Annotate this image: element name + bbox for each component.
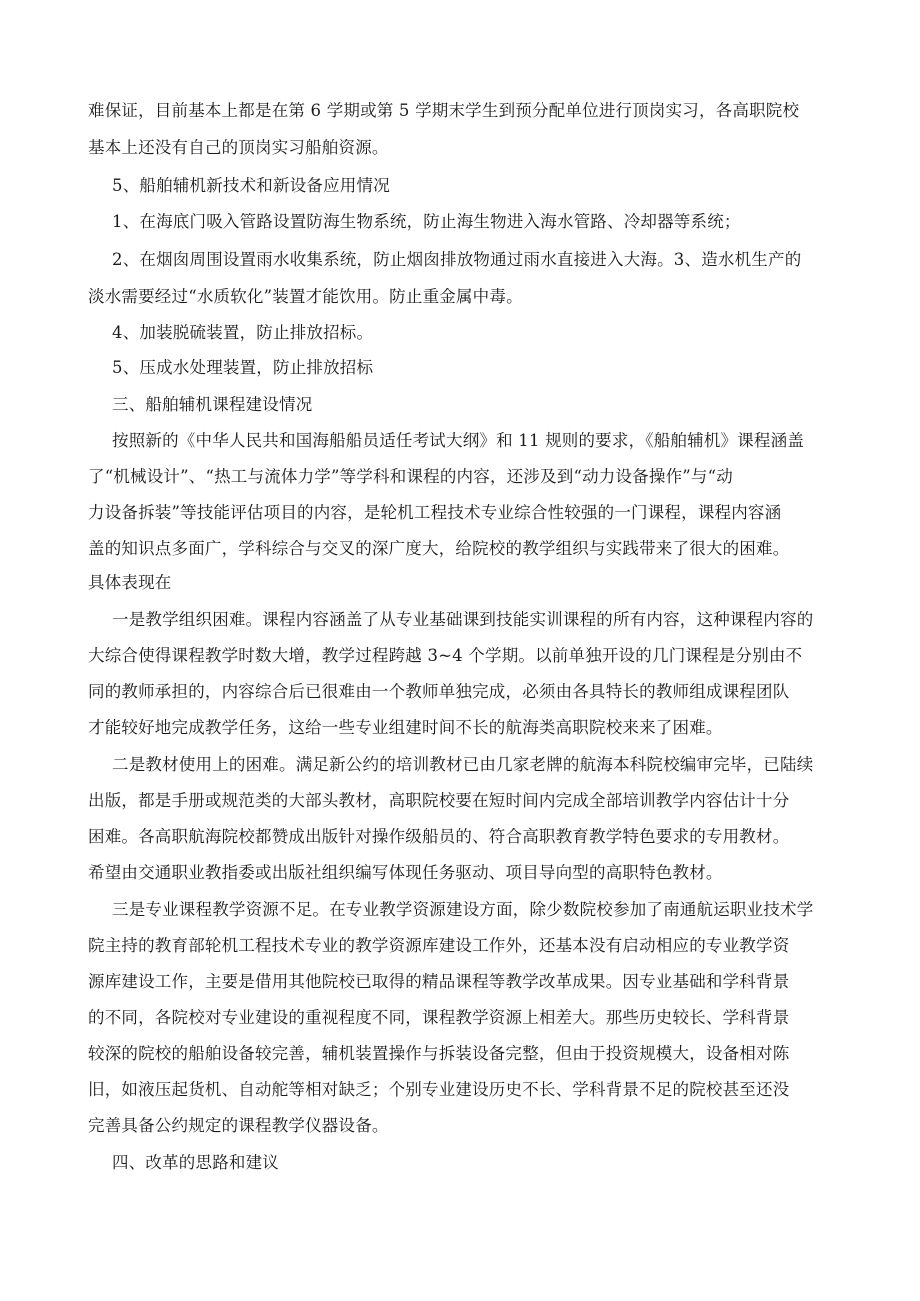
text-line: 困难。各高职航海院校都赞成出版针对操作级船员的、符合高职教育教学特色要求的专用教材。 <box>88 827 790 846</box>
text-line: 难保证，目前基本上都是在第 6 学期或第 5 学期末学生到预分配单位进行顶岗实习，各高职院校 <box>88 101 800 120</box>
section-heading: 三、船舶辅机课程建设情况 <box>112 395 313 414</box>
text-line: 具体表现在 <box>88 573 172 592</box>
text-line: 希望由交通职业教指委或出版社组织编写体现任务驱动、项目导向型的高职特色教材。 <box>88 863 723 882</box>
text-line: 完善具备公约规定的课程教学仪器设备。 <box>88 1116 389 1135</box>
text-line: 一是教学组织困难。课程内容涵盖了从专业基础课到技能实训课程的所有内容，这种课程内容的 <box>112 610 814 629</box>
text-line: 出版，都是手册或规范类的大部头教材，高职院校要在短时间内完成全部培训教学内容估计十分 <box>88 791 790 810</box>
section-heading: 四、改革的思路和建议 <box>112 1153 279 1172</box>
text-line: 同的教师承担的，内容综合后已很难由一个教师单独完成，必须由各具特长的教师组成课程团队 <box>88 682 790 701</box>
section-heading: 5、船舶辅机新技术和新设备应用情况 <box>112 176 390 195</box>
text-line: 旧，如液压起货机、自动舵等相对缺乏；个别专业建设历史不长、学科背景不足的院校甚至还没 <box>88 1080 790 1099</box>
text-line: 源库建设工作，主要是借用其他院校已取得的精品课程等教学改革成果。因专业基础和学科背景 <box>88 972 790 991</box>
text-line: 了“机械设计”、“热工与流体力学”等学科和课程的内容，还涉及到“动力设备操作”与“动 <box>88 467 733 486</box>
text-line: 盖的知识点多面广，学科综合与交叉的深广度大，给院校的教学组织与实践带来了很大的困难。 <box>88 539 790 558</box>
text-line: 三是专业课程教学资源不足。在专业教学资源建设方面，除少数院校参加了南通航运职业技术学 <box>112 900 814 919</box>
text-line: 基本上还没有自己的顶岗实习船舶资源。 <box>88 138 389 157</box>
list-item: 1、在海底门吸入管路设置防海生物系统，防止海生物进入海水管路、冷却器等系统； <box>112 212 741 231</box>
text-line: 淡水需要经过“水质软化”装置才能饮用。防止重金属中毒。 <box>88 287 523 306</box>
text-line: 才能较好地完成教学任务，这给一些专业组建时间不长的航海类高职院校来来了困难。 <box>88 718 723 737</box>
text-line: 的不同，各院校对专业建设的重视程度不同，课程教学资源上相差大。那些历史较长、学科背景 <box>88 1008 790 1027</box>
list-item: 5、压成水处理装置，防止排放招标 <box>112 358 374 377</box>
text-line: 大综合使得课程教学时数大增，教学过程跨越 3~4 个学期。以前单独开设的几门课程是分别由不 <box>88 646 803 665</box>
text-line: 二是教材使用上的困难。满足新公约的培训教材已由几家老牌的航海本科院校编审完毕，已陆续 <box>112 755 814 774</box>
list-item: 4、加装脱硫装置，防止排放招标。 <box>112 323 374 342</box>
text-line: 较深的院校的船舶设备较完善，辅机装置操作与拆装设备完整，但由于投资规模大，设备相对陈 <box>88 1044 790 1063</box>
text-line: 力设备拆装”等技能评估项目的内容，是轮机工程技术专业综合性较强的一门课程，课程内容涵 <box>88 503 782 522</box>
text-line: 按照新的《中华人民共和国海船船员适任考试大纲》和 11 规则的要求，《船舶辅机》课程涵盖 <box>112 431 805 450</box>
text-line: 院主持的教育部轮机工程技术专业的教学资源库建设工作外，还基本没有启动相应的专业教学资 <box>88 936 790 955</box>
list-item: 2、在烟囱周围设置雨水收集系统，防止烟囱排放物通过雨水直接进入大海。3、造水机生产的 <box>112 250 802 269</box>
